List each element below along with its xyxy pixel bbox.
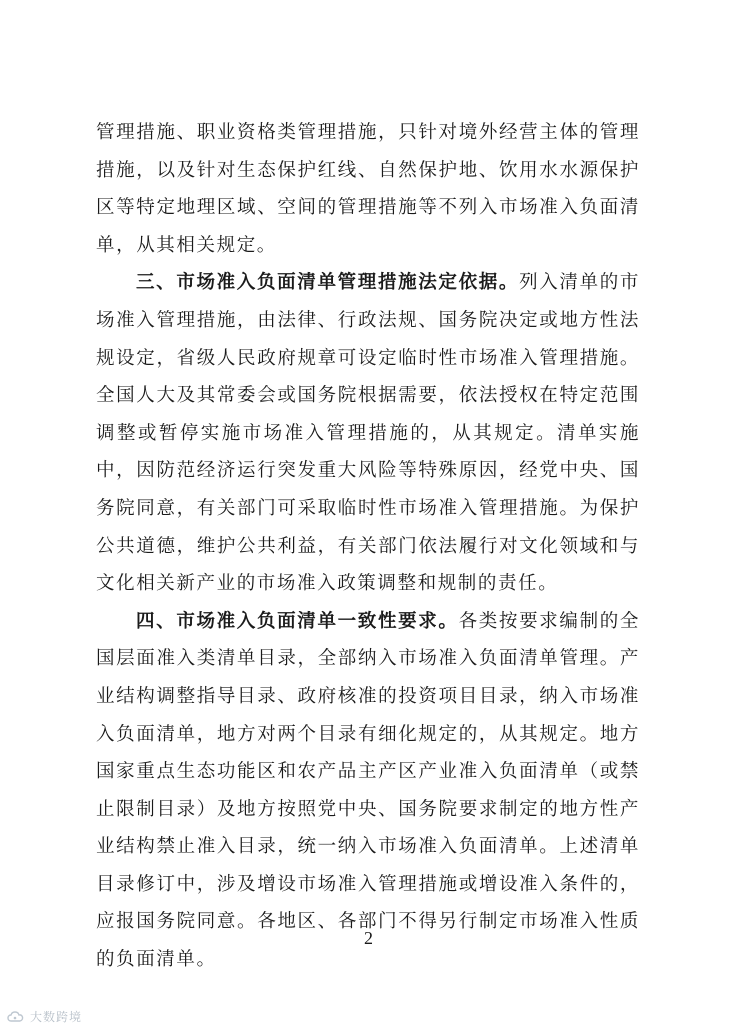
watermark [6, 1008, 82, 1025]
paragraph-text: 列入清单的市场准入管理措施，由法律、行政法规、国务院决定或地方性法规设定，省级人民政府规章可设定临时性市场准入管理措施。全国人大及其常委会或国务院根据需要，依法授权在特定范围调整或暂停实施市场准入管理措施的，从其规定。清单实施中，因防范经济运行突发重大风险等特殊原因，经党中央、国务院同意，有关部门可采取临时性市场准入管理措施。为保护公共道德，维护公共利益，有关部门依法履行对文化领域和与文化相关新产业的市场准入政策调整和规制的责任。 [96, 272, 640, 595]
watermark-text: 大数跨境 [30, 1010, 83, 1024]
paragraph-continued [96, 114, 640, 264]
paragraph-text: 管理措施、职业资格类管理措施，只针对境外经营主体的管理措施，以及针对生态保护红线、自然保护地、饮用水水源保护区等特定地理区域、空间的管理措施等不列入市场准入负面清单，从其相关规定。 [96, 122, 640, 256]
section-heading: 三、市场准入负面清单管理措施法定依据。 [136, 272, 520, 294]
page-number: 2 [364, 928, 373, 948]
section-heading: 四、市场准入负面清单一致性要求。 [136, 610, 459, 632]
document-body [96, 114, 640, 979]
paragraph-section-3 [96, 264, 640, 602]
paragraph-section-4 [96, 603, 640, 979]
paragraph-text: 各类按要求编制的全国层面准入类清单目录，全部纳入市场准入负面清单管理。产业结构调整指导目录、政府核准的投资项目目录，纳入市场准入负面清单，地方对两个目录有细化规定的，从其规定。地方国家重点生态功能区和农产品主产区产业准入负面清单（或禁止限制目录）及地方按照党中央、国务院要求制定的地方性产业结构禁止准入目录，统一纳入市场准入负面清单。上述清单目录修订中，涉及增设市场准入管理措施或增设准入条件的，应报国务院同意。各地区、各部门不得另行制定市场准入性质的负面清单。 [96, 610, 640, 971]
cloud-logo-icon [6, 1009, 26, 1025]
